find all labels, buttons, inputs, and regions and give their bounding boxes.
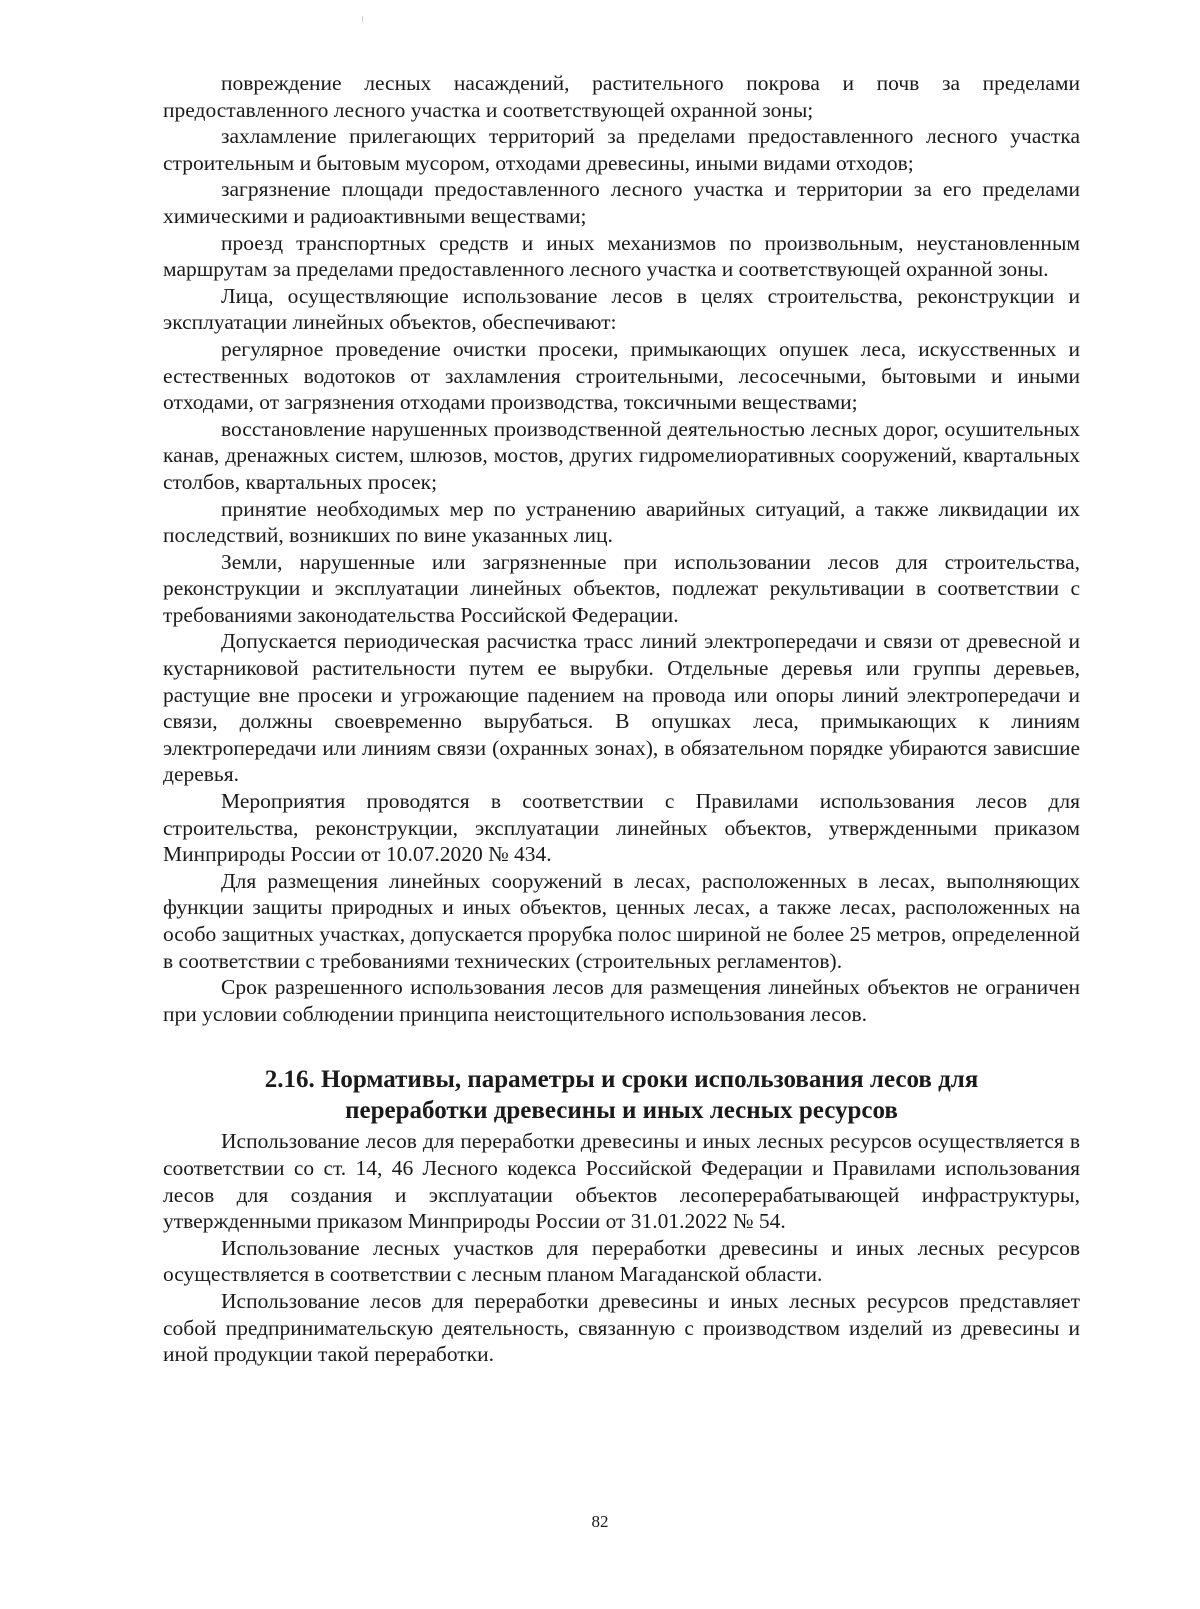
paragraph-vehicle-passage: проезд транспортных средств и иных механизмов по произвольным, неустановленным маршрутам за пределами предоставленного лесного участка и соответствующей охранной зоны. — [163, 230, 1080, 282]
paragraph-restoration: восстановление нарушенных производственной деятельностью лесных дорог, осушительных канав, дренажных систем, шлюзов, мостов, других гидромелиоративных сооружений, квартальных столбов, квартальных просек; — [163, 416, 1080, 494]
paragraph-pollution: загрязнение площади предоставленного лесного участка и территории за его пределами химическими и радиоактивными веществами; — [163, 177, 1080, 228]
paragraph-littering: захламление прилегающих территорий за пределами предоставленного лесного участка строительным и бытовым мусором, отходами древесины, иными видами отходов; — [163, 124, 1080, 175]
paragraph-land-recultivation: Земли, нарушенные или загрязненные при использовании лесов для строительства, реконструкции и эксплуатации линейных объектов, подлежат рекультивации в соответствии с требованиями законодательства Российской Федерации. — [163, 549, 1080, 627]
document-page — [163, 70, 1080, 1368]
paragraph-usage-term: Срок разрешенного использования лесов для размещения линейных объектов не ограничен при условии соблюдении принципа неистощительного использования лесов. — [163, 975, 1080, 1026]
paragraph-processing-legal-basis: Использование лесов для переработки древесины и иных лесных ресурсов осуществляется в соответствии со ст. 14, 46 Лесного кодекса Российской Федерации и Правилами использования лесов для создания и эксплуатации объектов лесоперерабатывающей инфраструктуры, утвержденными приказом Минприроды России от 31.01.2022 № 54. — [163, 1129, 1080, 1234]
paragraph-damage-plantations: повреждение лесных насаждений, растительного покрова и почв за пределами предоставленного лесного участка и соответствующей охранной зоны; — [163, 71, 1080, 122]
section-heading-line-2: переработки древесины и иных лесных ресурсов — [345, 1097, 898, 1125]
paragraph-processing-business: Использование лесов для переработки древесины и иных лесных ресурсов представляет собой предпринимательскую деятельность, связанную с производством изделий из древесины и иной продукции такой переработки. — [163, 1288, 1080, 1367]
paragraph-strip-width: Для размещения линейных сооружений в лесах, расположенных в лесах, выполняющих функции защиты природных и иных объектов, ценных лесах, а также лесах, расположенных на особо защитных участках, допускается прорубка полос шириной не более 25 метров, определенной в соответствии с требованиями технических (строительных регламентов). — [163, 868, 1080, 973]
paragraph-rules-reference: Мероприятия проводятся в соответствии с Правилами использования лесов для строительства, реконструкции, эксплуатации линейных объектов, утвержденными приказом Минприроды России от 10.07.2020 № 434. — [163, 789, 1080, 867]
scan-artifact-mark — [362, 16, 363, 22]
section-heading — [163, 1064, 1080, 1126]
page-number: 82 — [591, 1512, 609, 1531]
paragraph-processing-forest-plan: Использование лесных участков для переработки древесины и иных лесных ресурсов осуществляется в соответствии с лесным планом Магаданской области. — [163, 1235, 1080, 1287]
section-heading-line-1: 2.16. Нормативы, параметры и сроки использования лесов для — [264, 1066, 979, 1094]
paragraph-regular-cleaning: регулярное проведение очистки просеки, примыкающих опушек леса, искусственных и естественных водотоков от захламления строительными, лесосечными, бытовыми и иными отходами, от загрязнения отходами производства, токсичными веществами; — [163, 336, 1080, 415]
paragraph-persons-ensure: Лица, осуществляющие использование лесов в целях строительства, реконструкции и эксплуатации линейных объектов, обеспечивают: — [163, 283, 1080, 335]
paragraph-emergency-measures: принятие необходимых мер по устранению аварийных ситуаций, а также ликвидации их последствий, возникших по вине указанных лиц. — [163, 496, 1080, 548]
paragraph-power-line-clearing: Допускается периодическая расчистка трасс линий электропередачи и связи от древесной и кустарниковой растительности путем ее вырубки. Отдельные деревья или группы деревьев, растущие вне просеки и угрожающие падением на провода или опоры линий электропередачи и связи, должны своевременно вырубаться. В опушках леса, примыкающих к линиям электропередачи или линиям связи (охранных зонах), в обязательном порядке убираются зависшие деревья. — [163, 629, 1080, 787]
